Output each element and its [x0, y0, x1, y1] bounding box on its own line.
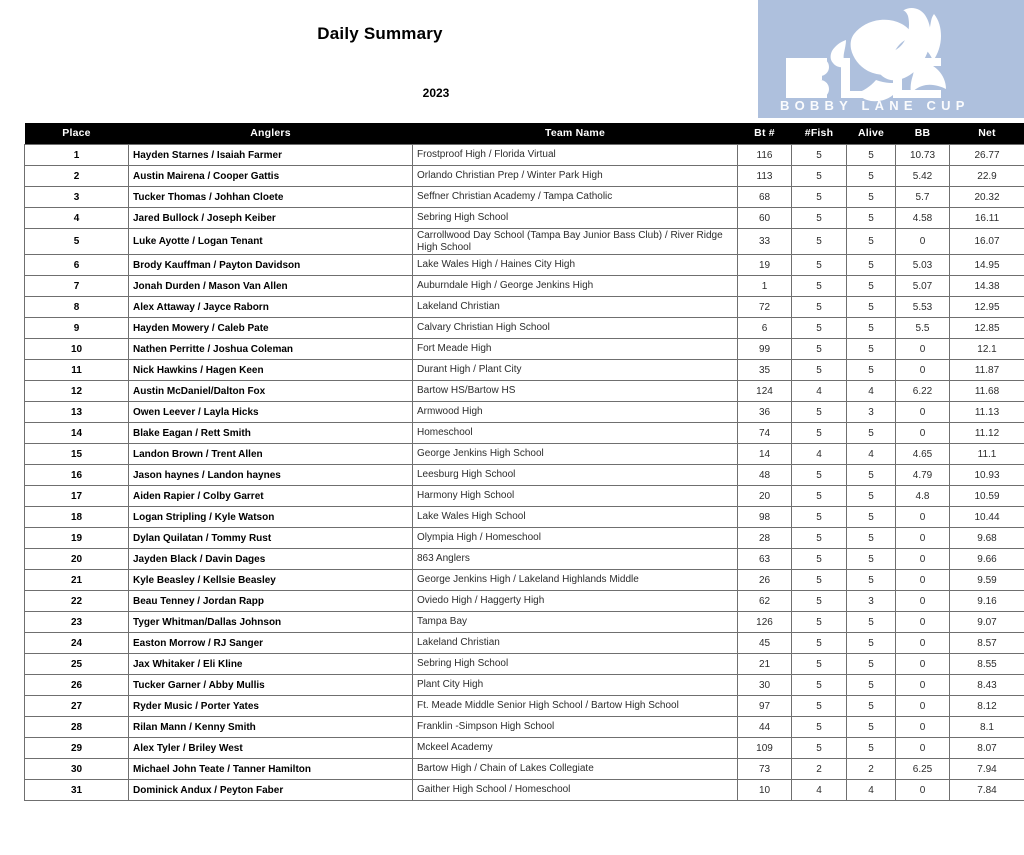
- table-row: [25, 229, 1024, 255]
- cell-team: Lakeland Christian: [413, 297, 738, 318]
- cell-place: 25: [25, 654, 129, 675]
- cell-team: Leesburg High School: [413, 465, 738, 486]
- cell-alive: 5: [847, 276, 896, 297]
- cell-bb: 0: [896, 549, 950, 570]
- cell-net: 11.1: [950, 444, 1024, 465]
- cell-team: Harmony High School: [413, 486, 738, 507]
- cell-alive: 4: [847, 444, 896, 465]
- cell-boat: 99: [738, 339, 792, 360]
- cell-bb: 6.25: [896, 759, 950, 780]
- cell-place: 26: [25, 675, 129, 696]
- cell-anglers: Hayden Mowery / Caleb Pate: [129, 318, 413, 339]
- cell-bb: 4.79: [896, 465, 950, 486]
- cell-team: Franklin -Simpson High School: [413, 717, 738, 738]
- table-row: [25, 696, 1024, 717]
- table-row: [25, 145, 1024, 166]
- cell-anglers: Kyle Beasley / Kellsie Beasley: [129, 570, 413, 591]
- cell-team: Carrollwood Day School (Tampa Bay Junior Bass Club) / River Ridge High School: [413, 229, 738, 255]
- cell-net: 11.13: [950, 402, 1024, 423]
- cell-place: 9: [25, 318, 129, 339]
- cell-anglers: Michael John Teate / Tanner Hamilton: [129, 759, 413, 780]
- cell-team: Mckeel Academy: [413, 738, 738, 759]
- cell-net: 8.12: [950, 696, 1024, 717]
- cell-fish: 5: [792, 339, 847, 360]
- cell-alive: 5: [847, 738, 896, 759]
- cell-anglers: Jason haynes / Landon haynes: [129, 465, 413, 486]
- cell-alive: 5: [847, 528, 896, 549]
- column-header-place: Place: [25, 123, 129, 145]
- cell-bb: 0: [896, 360, 950, 381]
- cell-place: 4: [25, 208, 129, 229]
- cell-anglers: Beau Tenney / Jordan Rapp: [129, 591, 413, 612]
- cell-alive: 5: [847, 654, 896, 675]
- column-header-net: Net: [950, 123, 1024, 145]
- column-header-anglers: Anglers: [129, 123, 413, 145]
- cell-fish: 5: [792, 612, 847, 633]
- cell-bb: 6.22: [896, 381, 950, 402]
- cell-anglers: Tucker Garner / Abby Mullis: [129, 675, 413, 696]
- cell-net: 9.16: [950, 591, 1024, 612]
- cell-fish: 5: [792, 633, 847, 654]
- cell-anglers: Blake Eagan / Rett Smith: [129, 423, 413, 444]
- cell-place: 6: [25, 255, 129, 276]
- cell-anglers: Luke Ayotte / Logan Tenant: [129, 229, 413, 255]
- cell-boat: 20: [738, 486, 792, 507]
- cell-fish: 5: [792, 591, 847, 612]
- cell-team: Lakeland Christian: [413, 633, 738, 654]
- cell-anglers: Hayden Starnes / Isaiah Farmer: [129, 145, 413, 166]
- logo-svg: [758, 0, 1024, 118]
- cell-net: 11.87: [950, 360, 1024, 381]
- cell-net: 7.94: [950, 759, 1024, 780]
- table-row: [25, 759, 1024, 780]
- cell-place: 8: [25, 297, 129, 318]
- cell-bb: 0: [896, 633, 950, 654]
- cell-net: 7.84: [950, 780, 1024, 801]
- cell-boat: 68: [738, 187, 792, 208]
- cell-bb: 0: [896, 675, 950, 696]
- cell-team: Fort Meade High: [413, 339, 738, 360]
- cell-fish: 5: [792, 229, 847, 255]
- cell-team: Lake Wales High / Haines City High: [413, 255, 738, 276]
- cell-net: 9.68: [950, 528, 1024, 549]
- table-row: [25, 507, 1024, 528]
- cell-team: George Jenkins High / Lakeland Highlands Middle: [413, 570, 738, 591]
- cell-place: 14: [25, 423, 129, 444]
- cell-team: Durant High / Plant City: [413, 360, 738, 381]
- cell-alive: 5: [847, 297, 896, 318]
- cell-team: Sebring High School: [413, 208, 738, 229]
- bobby-lane-cup-logo: [758, 0, 1024, 118]
- cell-fish: 5: [792, 528, 847, 549]
- cell-anglers: Austin McDaniel/Dalton Fox: [129, 381, 413, 402]
- cell-place: 30: [25, 759, 129, 780]
- table-row: [25, 486, 1024, 507]
- table-row: [25, 717, 1024, 738]
- cell-team: Sebring High School: [413, 654, 738, 675]
- cell-bb: 0: [896, 738, 950, 759]
- cell-anglers: Tucker Thomas / Johhan Cloete: [129, 187, 413, 208]
- cell-boat: 73: [738, 759, 792, 780]
- cell-boat: 26: [738, 570, 792, 591]
- table-row: [25, 208, 1024, 229]
- table-row: [25, 591, 1024, 612]
- cell-net: 16.07: [950, 229, 1024, 255]
- cell-bb: 5.03: [896, 255, 950, 276]
- cell-bb: 10.73: [896, 145, 950, 166]
- cell-net: 12.1: [950, 339, 1024, 360]
- cell-place: 20: [25, 549, 129, 570]
- cell-bb: 0: [896, 612, 950, 633]
- table-row: [25, 166, 1024, 187]
- cell-bb: 0: [896, 528, 950, 549]
- cell-place: 15: [25, 444, 129, 465]
- cell-net: 9.66: [950, 549, 1024, 570]
- cell-team: Armwood High: [413, 402, 738, 423]
- cell-boat: 35: [738, 360, 792, 381]
- cell-alive: 5: [847, 229, 896, 255]
- table-row: [25, 675, 1024, 696]
- cell-alive: 5: [847, 612, 896, 633]
- column-header-alive: Alive: [847, 123, 896, 145]
- cell-fish: 5: [792, 402, 847, 423]
- cell-boat: 60: [738, 208, 792, 229]
- cell-place: 19: [25, 528, 129, 549]
- cell-alive: 5: [847, 360, 896, 381]
- cell-bb: 0: [896, 780, 950, 801]
- cell-place: 12: [25, 381, 129, 402]
- cell-fish: 2: [792, 759, 847, 780]
- table-body: [25, 145, 1024, 801]
- cell-team: 863 Anglers: [413, 549, 738, 570]
- cell-boat: 21: [738, 654, 792, 675]
- cell-fish: 5: [792, 507, 847, 528]
- cell-anglers: Brody Kauffman / Payton Davidson: [129, 255, 413, 276]
- table-row: [25, 549, 1024, 570]
- cell-place: 22: [25, 591, 129, 612]
- cell-place: 17: [25, 486, 129, 507]
- cell-bb: 0: [896, 654, 950, 675]
- cell-place: 1: [25, 145, 129, 166]
- cell-anglers: Ryder Music / Porter Yates: [129, 696, 413, 717]
- daily-summary-results-table: [24, 123, 1024, 801]
- cell-boat: 45: [738, 633, 792, 654]
- cell-alive: 5: [847, 549, 896, 570]
- cell-boat: 14: [738, 444, 792, 465]
- cell-bb: 0: [896, 423, 950, 444]
- cell-fish: 5: [792, 423, 847, 444]
- cell-place: 18: [25, 507, 129, 528]
- cell-bb: 5.42: [896, 166, 950, 187]
- cell-bb: 0: [896, 507, 950, 528]
- cell-anglers: Alex Tyler / Briley West: [129, 738, 413, 759]
- cell-anglers: Rilan Mann / Kenny Smith: [129, 717, 413, 738]
- cell-team: Bartow HS/Bartow HS: [413, 381, 738, 402]
- table-header-row: [25, 123, 1024, 145]
- cell-bb: 4.65: [896, 444, 950, 465]
- cell-boat: 28: [738, 528, 792, 549]
- cell-fish: 5: [792, 255, 847, 276]
- cell-fish: 5: [792, 360, 847, 381]
- cell-fish: 5: [792, 276, 847, 297]
- cell-net: 14.38: [950, 276, 1024, 297]
- table-row: [25, 612, 1024, 633]
- column-header-team: Team Name: [413, 123, 738, 145]
- cell-fish: 5: [792, 465, 847, 486]
- cell-boat: 72: [738, 297, 792, 318]
- cell-boat: 36: [738, 402, 792, 423]
- cell-team: Seffner Christian Academy / Tampa Catholic: [413, 187, 738, 208]
- cell-place: 31: [25, 780, 129, 801]
- cell-alive: 5: [847, 717, 896, 738]
- cell-boat: 63: [738, 549, 792, 570]
- cell-team: Lake Wales High School: [413, 507, 738, 528]
- cell-net: 9.07: [950, 612, 1024, 633]
- cell-anglers: Jared Bullock / Joseph Keiber: [129, 208, 413, 229]
- cell-fish: 5: [792, 654, 847, 675]
- cell-alive: 5: [847, 145, 896, 166]
- cell-fish: 5: [792, 145, 847, 166]
- table-row: [25, 339, 1024, 360]
- logo-artwork: [758, 0, 1024, 118]
- cell-alive: 3: [847, 402, 896, 423]
- table-row: [25, 318, 1024, 339]
- cell-net: 12.85: [950, 318, 1024, 339]
- cell-anglers: Dylan Quilatan / Tommy Rust: [129, 528, 413, 549]
- table-row: [25, 360, 1024, 381]
- cell-net: 10.59: [950, 486, 1024, 507]
- cell-net: 16.11: [950, 208, 1024, 229]
- cell-alive: 2: [847, 759, 896, 780]
- cell-net: 14.95: [950, 255, 1024, 276]
- cell-anglers: Jayden Black / Davin Dages: [129, 549, 413, 570]
- table-row: [25, 255, 1024, 276]
- cell-team: Calvary Christian High School: [413, 318, 738, 339]
- cell-bb: 0: [896, 339, 950, 360]
- cell-fish: 5: [792, 696, 847, 717]
- cell-fish: 5: [792, 738, 847, 759]
- table-row: [25, 465, 1024, 486]
- cell-place: 16: [25, 465, 129, 486]
- cell-bb: 5.5: [896, 318, 950, 339]
- cell-alive: 5: [847, 696, 896, 717]
- cell-alive: 4: [847, 381, 896, 402]
- cell-anglers: Tyger Whitman/Dallas Johnson: [129, 612, 413, 633]
- results-table-container: [24, 123, 1024, 801]
- cell-fish: 5: [792, 549, 847, 570]
- table-row: [25, 297, 1024, 318]
- cell-place: 24: [25, 633, 129, 654]
- cell-place: 7: [25, 276, 129, 297]
- cell-anglers: Jonah Durden / Mason Van Allen: [129, 276, 413, 297]
- cell-alive: 5: [847, 255, 896, 276]
- cell-bb: 0: [896, 402, 950, 423]
- cell-alive: 5: [847, 675, 896, 696]
- cell-boat: 74: [738, 423, 792, 444]
- cell-net: 10.93: [950, 465, 1024, 486]
- cell-place: 28: [25, 717, 129, 738]
- cell-bb: 0: [896, 229, 950, 255]
- cell-alive: 5: [847, 507, 896, 528]
- cell-place: 5: [25, 229, 129, 255]
- cell-alive: 3: [847, 591, 896, 612]
- cell-alive: 5: [847, 486, 896, 507]
- cell-boat: 10: [738, 780, 792, 801]
- cell-net: 8.07: [950, 738, 1024, 759]
- logo-wordmark-glyphs: [780, 98, 970, 113]
- cell-fish: 5: [792, 187, 847, 208]
- cell-place: 2: [25, 166, 129, 187]
- table-row: [25, 381, 1024, 402]
- cell-net: 11.12: [950, 423, 1024, 444]
- column-header-boat: Bt #: [738, 123, 792, 145]
- cell-bb: 0: [896, 717, 950, 738]
- cell-net: 22.9: [950, 166, 1024, 187]
- cell-net: 8.55: [950, 654, 1024, 675]
- cell-bb: 0: [896, 696, 950, 717]
- cell-bb: 0: [896, 591, 950, 612]
- cell-net: 20.32: [950, 187, 1024, 208]
- cell-anglers: Logan Stripling / Kyle Watson: [129, 507, 413, 528]
- cell-alive: 5: [847, 166, 896, 187]
- cell-place: 10: [25, 339, 129, 360]
- cell-alive: 5: [847, 423, 896, 444]
- cell-net: 8.43: [950, 675, 1024, 696]
- cell-anglers: Alex Attaway / Jayce Raborn: [129, 297, 413, 318]
- cell-bb: 5.7: [896, 187, 950, 208]
- cell-boat: 116: [738, 145, 792, 166]
- cell-anglers: Owen Leever / Layla Hicks: [129, 402, 413, 423]
- cell-bb: 4.58: [896, 208, 950, 229]
- cell-net: 10.44: [950, 507, 1024, 528]
- table-row: [25, 444, 1024, 465]
- cell-team: Ft. Meade Middle Senior High School / Bartow High School: [413, 696, 738, 717]
- cell-team: Bartow High / Chain of Lakes Collegiate: [413, 759, 738, 780]
- column-header-bb: BB: [896, 123, 950, 145]
- cell-fish: 4: [792, 444, 847, 465]
- cell-net: 11.68: [950, 381, 1024, 402]
- cell-boat: 6: [738, 318, 792, 339]
- cell-team: Orlando Christian Prep / Winter Park High: [413, 166, 738, 187]
- cell-fish: 5: [792, 166, 847, 187]
- cell-alive: 5: [847, 633, 896, 654]
- table-row: [25, 276, 1024, 297]
- cell-fish: 5: [792, 297, 847, 318]
- cell-net: 9.59: [950, 570, 1024, 591]
- cell-anglers: Jax Whitaker / Eli Kline: [129, 654, 413, 675]
- cell-fish: 5: [792, 318, 847, 339]
- table-row: [25, 654, 1024, 675]
- cell-fish: 4: [792, 381, 847, 402]
- cell-team: Plant City High: [413, 675, 738, 696]
- cell-place: 11: [25, 360, 129, 381]
- cell-alive: 5: [847, 208, 896, 229]
- cell-team: Oviedo High / Haggerty High: [413, 591, 738, 612]
- cell-fish: 5: [792, 717, 847, 738]
- cell-boat: 33: [738, 229, 792, 255]
- cell-net: 8.57: [950, 633, 1024, 654]
- cell-anglers: Dominick Andux / Peyton Faber: [129, 780, 413, 801]
- cell-team: George Jenkins High School: [413, 444, 738, 465]
- cell-fish: 5: [792, 570, 847, 591]
- table-row: [25, 528, 1024, 549]
- cell-net: 12.95: [950, 297, 1024, 318]
- cell-boat: 30: [738, 675, 792, 696]
- table-row: [25, 633, 1024, 654]
- cell-alive: 5: [847, 318, 896, 339]
- cell-boat: 126: [738, 612, 792, 633]
- cell-net: 26.77: [950, 145, 1024, 166]
- cell-place: 3: [25, 187, 129, 208]
- cell-alive: 5: [847, 570, 896, 591]
- cell-boat: 62: [738, 591, 792, 612]
- cell-bb: 5.07: [896, 276, 950, 297]
- document-header: [0, 0, 1024, 122]
- table-row: [25, 780, 1024, 801]
- cell-boat: 44: [738, 717, 792, 738]
- cell-alive: 5: [847, 465, 896, 486]
- cell-place: 13: [25, 402, 129, 423]
- cell-team: Tampa Bay: [413, 612, 738, 633]
- table-row: [25, 187, 1024, 208]
- cell-team: Homeschool: [413, 423, 738, 444]
- cell-place: 29: [25, 738, 129, 759]
- cell-team: Frostproof High / Florida Virtual: [413, 145, 738, 166]
- cell-anglers: Austin Mairena / Cooper Gattis: [129, 166, 413, 187]
- cell-bb: 5.53: [896, 297, 950, 318]
- cell-boat: 98: [738, 507, 792, 528]
- cell-place: 27: [25, 696, 129, 717]
- cell-boat: 97: [738, 696, 792, 717]
- cell-fish: 5: [792, 486, 847, 507]
- cell-place: 21: [25, 570, 129, 591]
- cell-boat: 48: [738, 465, 792, 486]
- cell-boat: 109: [738, 738, 792, 759]
- cell-boat: 124: [738, 381, 792, 402]
- cell-bb: 4.8: [896, 486, 950, 507]
- cell-anglers: Nathen Perritte / Joshua Coleman: [129, 339, 413, 360]
- cell-anglers: Nick Hawkins / Hagen Keen: [129, 360, 413, 381]
- page-year: 2023: [422, 86, 450, 100]
- cell-team: Auburndale High / George Jenkins High: [413, 276, 738, 297]
- cell-team: Gaither High School / Homeschool: [413, 780, 738, 801]
- table-row: [25, 402, 1024, 423]
- table-row: [25, 423, 1024, 444]
- cell-boat: 1: [738, 276, 792, 297]
- svg-text:BOBBY LANE CUP: BOBBY LANE CUP: [780, 98, 970, 113]
- table-row: [25, 738, 1024, 759]
- page-title: Daily Summary: [317, 24, 443, 43]
- cell-anglers: Aiden Rapier / Colby Garret: [129, 486, 413, 507]
- cell-boat: 113: [738, 166, 792, 187]
- cell-alive: 5: [847, 187, 896, 208]
- cell-anglers: Landon Brown / Trent Allen: [129, 444, 413, 465]
- cell-boat: 19: [738, 255, 792, 276]
- cell-net: 8.1: [950, 717, 1024, 738]
- cell-fish: 5: [792, 675, 847, 696]
- cell-alive: 4: [847, 780, 896, 801]
- column-header-fish: #Fish: [792, 123, 847, 145]
- cell-team: Olympia High / Homeschool: [413, 528, 738, 549]
- cell-fish: 4: [792, 780, 847, 801]
- cell-fish: 5: [792, 208, 847, 229]
- cell-alive: 5: [847, 339, 896, 360]
- table-row: [25, 570, 1024, 591]
- cell-place: 23: [25, 612, 129, 633]
- cell-bb: 0: [896, 570, 950, 591]
- cell-anglers: Easton Morrow / RJ Sanger: [129, 633, 413, 654]
